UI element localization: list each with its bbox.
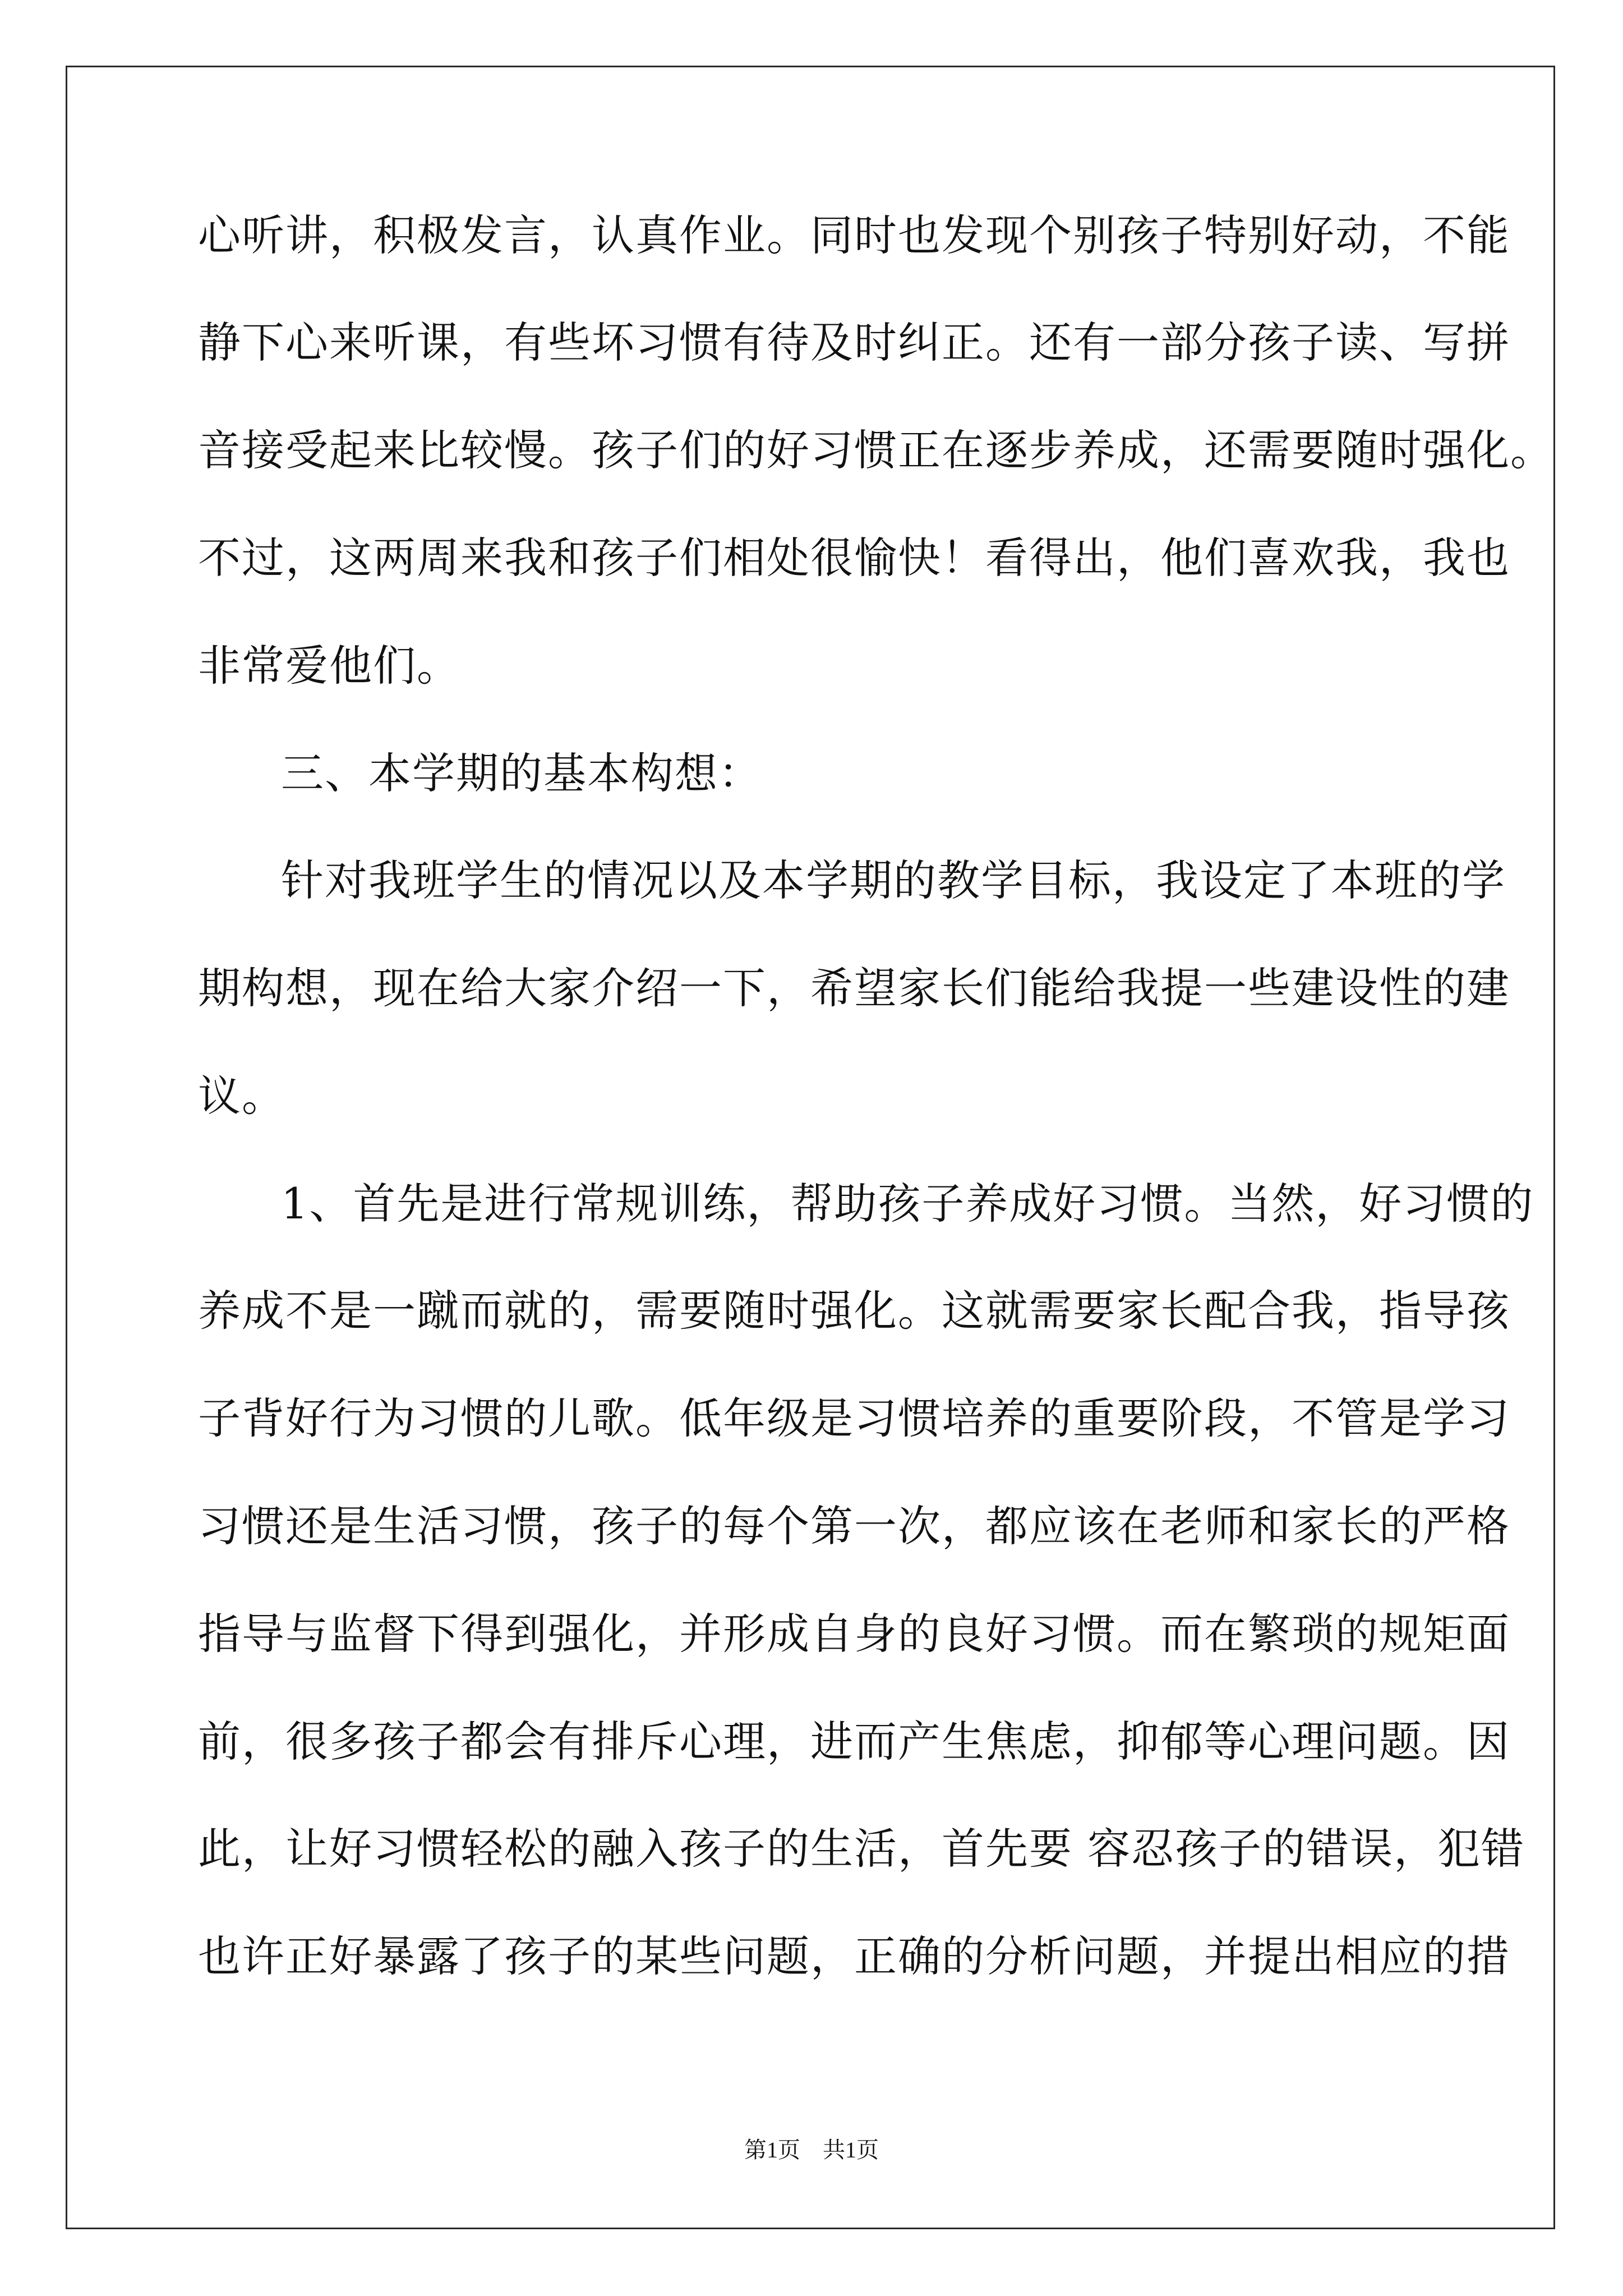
text-line: 心听讲，积极发言，认真作业。同时也发现个别孩子特别好动，不能 [198, 210, 1510, 260]
page-border [66, 66, 1555, 2229]
text-line: 此，让好习惯轻松的融入孩子的生活，首先要 容忍孩子的错误，犯错 [198, 1824, 1525, 1874]
text-line: 子背好行为习惯的儿歌。低年级是习惯培养的重要阶段，不管是学习 [198, 1393, 1510, 1443]
text-line: 期构想，现在给大家介绍一下，希望家长们能给我提一些建设性的建 [198, 963, 1510, 1013]
text-line: 也许正好暴露了孩子的某些问题，正确的分析问题，并提出相应的措 [198, 1931, 1510, 1981]
text-line: 静下心来听课，有些坏习惯有待及时纠正。还有一部分孩子读、写拼 [198, 318, 1510, 367]
text-line: 1、首先是进行常规训练，帮助孩子养成好习惯。当然，好习惯的 [281, 1179, 1534, 1228]
text-line: 针对我班学生的情况以及本学期的教学目标，我设定了本班的学 [281, 855, 1506, 905]
text-line: 前，很多孩子都会有排斥心理，进而产生焦虑，抑郁等心理问题。因 [198, 1717, 1510, 1766]
text-line: 议。 [198, 1071, 285, 1121]
section-heading: 三、本学期的基本构想： [281, 748, 762, 798]
text-line: 习惯还是生活习惯，孩子的每个第一次，都应该在老师和家长的严格 [198, 1501, 1510, 1551]
page-number: 第1页 [744, 2137, 800, 2162]
text-line: 非常爱他们。 [198, 641, 460, 691]
text-line: 养成不是一蹴而就的，需要随时强化。这就需要家长配合我，指导孩 [198, 1286, 1510, 1336]
text-line: 指导与监督下得到强化，并形成自身的良好习惯。而在繁琐的规矩面 [198, 1609, 1510, 1659]
page-footer [0, 2139, 1623, 2161]
page-total: 共1页 [823, 2137, 879, 2162]
text-line: 不过，这两周来我和孩子们相处很愉快！看得出，他们喜欢我，我也 [198, 533, 1510, 583]
text-line: 音接受起来比较慢。孩子们的好习惯正在逐步养成，还需要随时强化。 [198, 425, 1554, 475]
